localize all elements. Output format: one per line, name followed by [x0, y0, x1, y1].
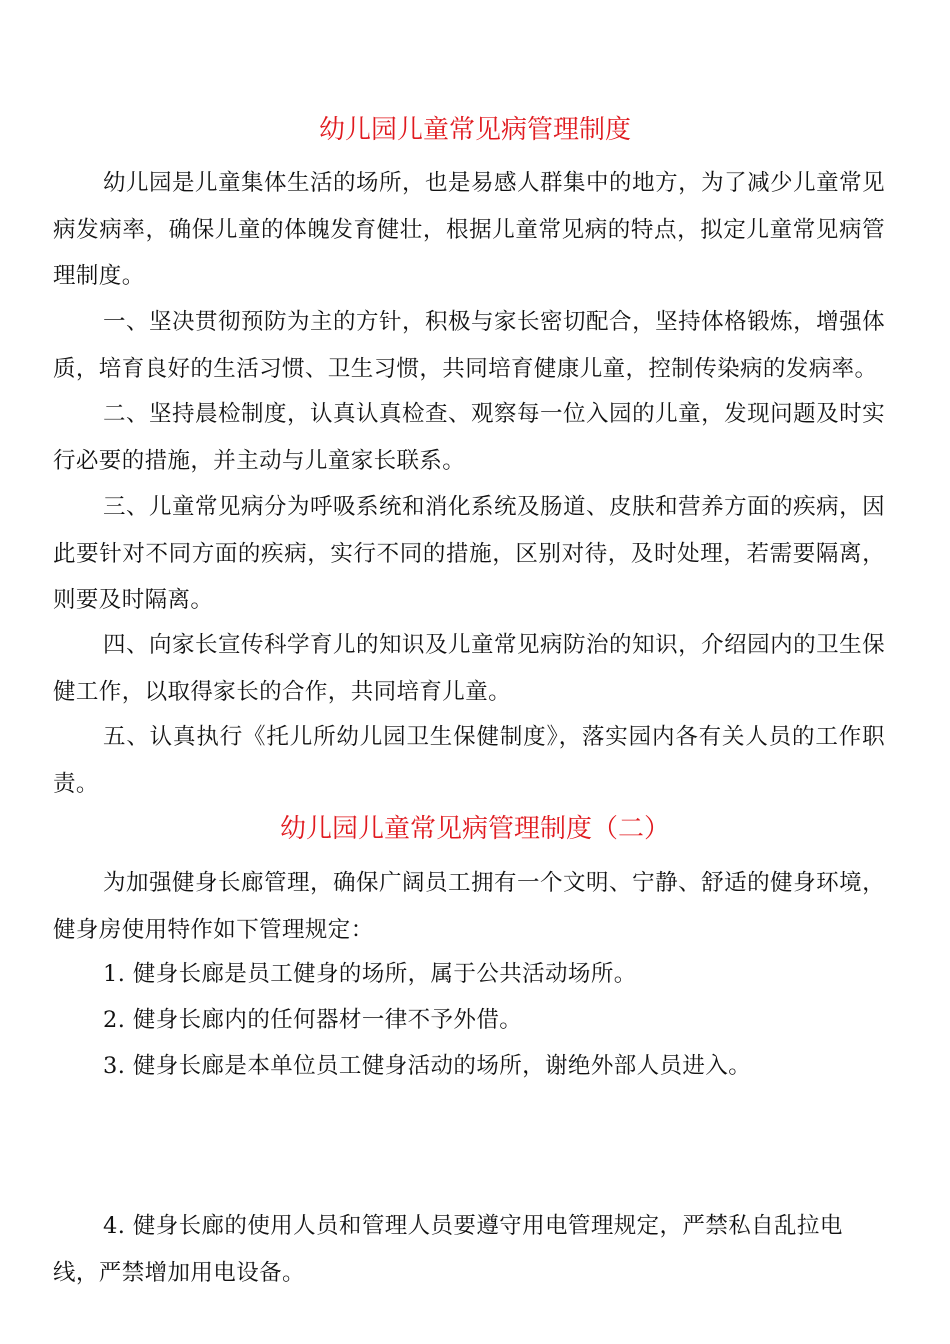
- section1-item-2: 二、坚持晨检制度，认真认真检查、观察每一位入园的儿童，发现问题及时实行必要的措施，并主动与儿童家长联系。: [53, 401, 885, 474]
- section2-title: 幼儿园儿童常见病管理制度（二）: [279, 814, 670, 844]
- section1-item-5: 五、认真执行《托儿所幼儿园卫生保健制度》，落实园内各有关人员的工作职责。: [53, 724, 885, 797]
- section2-rule-2: 2. 健身长廊内的任何器材一律不予外借。: [103, 1007, 523, 1033]
- section2-rule-1: 1. 健身长廊是员工健身的场所，属于公共活动场所。: [103, 961, 637, 987]
- section1-title: 幼儿园儿童常见病管理制度: [318, 115, 631, 145]
- section2-rule-3: 3. 健身长廊是本单位员工健身活动的场所，谢绝外部人员进入。: [103, 1053, 752, 1079]
- section1-item-1: 一、坚决贯彻预防为主的方针，积极与家长密切配合，坚持体格锻炼，增强体质，培育良好的生活习惯、卫生习惯，共同培育健康儿童，控制传染病的发病率。: [53, 309, 885, 382]
- section2-rule-4: 4. 健身长廊的使用人员和管理人员要遵守用电管理规定，严禁私自乱拉电线，严禁增加用电设备。: [53, 1213, 843, 1286]
- section1-item-3: 三、儿童常见病分为呼吸系统和消化系统及肠道、皮肤和营养方面的疾病，因此要针对不同方面的疾病，实行不同的措施，区别对待，及时处理，若需要隔离，则要及时隔离。: [53, 494, 885, 613]
- section1-intro-paragraph: 幼儿园是儿童集体生活的场所，也是易感人群集中的地方，为了减少儿童常见病发病率，确保儿童的体魄发育健壮，根据儿童常见病的特点，拟定儿童常见病管理制度。: [53, 170, 885, 289]
- section2-intro-paragraph: 为加强健身长廊管理，确保广阔员工拥有一个文明、宁静、舒适的健身环境，健身房使用特作如下管理规定：: [53, 870, 885, 943]
- section1-item-4: 四、向家长宣传科学育儿的知识及儿童常见病防治的知识，介绍园内的卫生保健工作，以取得家长的合作，共同培育儿童。: [53, 632, 885, 705]
